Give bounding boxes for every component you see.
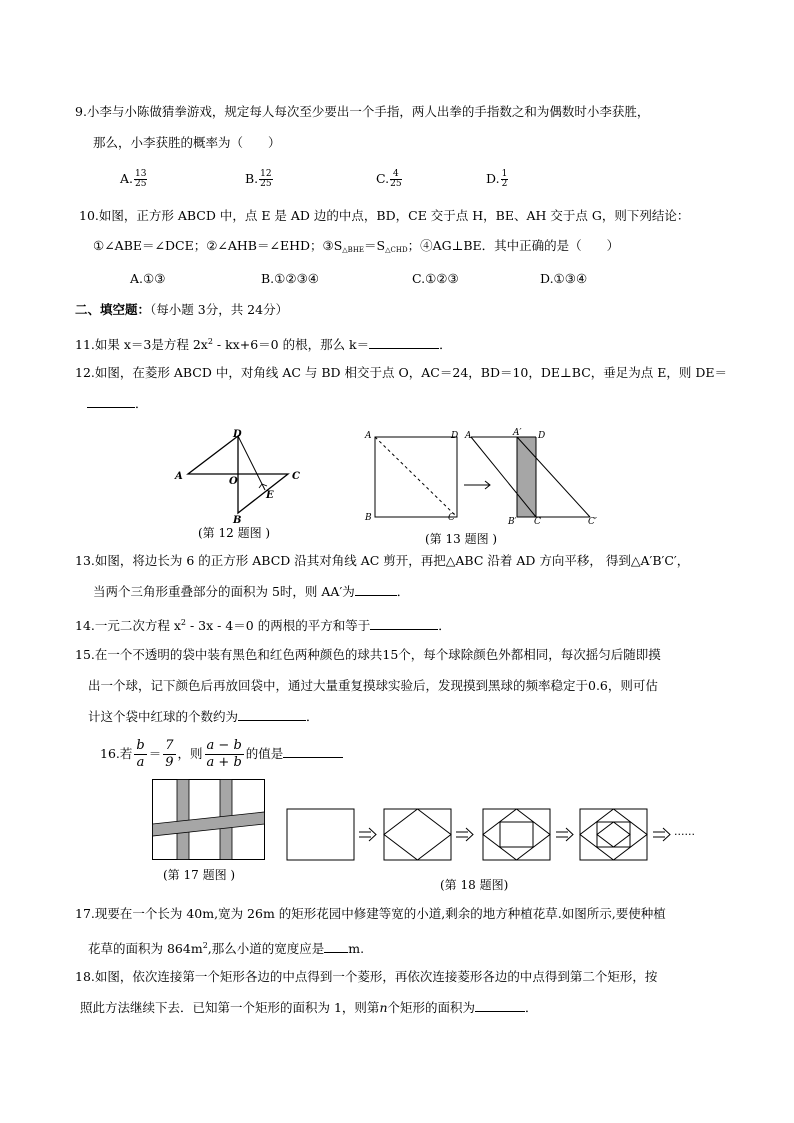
ellipsis: ······ — [674, 828, 695, 841]
q13-line2: 当两个三角形重叠部分的面积为 5时，则 AA′为 ． — [93, 584, 410, 599]
label-e: E — [266, 490, 274, 501]
label-c-prime: C′ — [588, 517, 597, 527]
label-c: C — [448, 513, 455, 523]
label-d: D — [233, 429, 242, 440]
figure-18-nested-shapes — [286, 808, 716, 862]
q9-option-b: B. $\frac{12}{25}$ — [245, 169, 272, 189]
q18-line2: 照此方法继续下去．已知第一个矩形的面积为 1，则第n个矩形的面积为 ． — [80, 1000, 538, 1015]
q12-line1: 12.如图，在菱形 ABCD 中，对角线 AC 与 BD 相交于点 O，AC＝24，BD＝10，DE⊥BC，垂足为点 E，则 DE＝ — [75, 365, 727, 380]
q10-option-a: A.①③ — [130, 271, 166, 286]
label-d: D — [451, 431, 459, 441]
label-a-2: A — [465, 431, 472, 441]
q17-line2: 花草的面积为 $864m^2$,那么小道的宽度应是 m. — [88, 941, 365, 956]
figure-13-square-shift — [360, 428, 610, 528]
q10-option-b: B.①②③④ — [261, 271, 319, 286]
q15-line3: 计这个袋中红球的个数约为 ． — [88, 709, 319, 724]
q17-line1: 17.现要在一个长为 40m,宽为 26m 的矩形花园中修建等宽的小道,剩余的地方种植花草.如图所示,要使种植 — [75, 906, 666, 921]
q12-line2: ． — [87, 395, 148, 413]
q9-option-d: D. $\frac{1}{2}$ — [486, 169, 508, 189]
label-b: B — [365, 513, 372, 523]
label-a: A — [175, 471, 183, 482]
label-o: O — [229, 476, 238, 487]
label-b: B — [233, 515, 242, 526]
arrow-icon — [456, 828, 473, 841]
fig12-caption: (第 12 题图 ) — [198, 526, 271, 540]
fig13-caption: (第 13 题图 ) — [425, 532, 498, 546]
figure-12-rhombus — [170, 428, 310, 526]
label-d-2: D — [538, 431, 546, 441]
q10-option-d: D.①③④ — [540, 271, 588, 286]
q16: 16.若 $\frac{b}{a}$ ＝ $\frac{7}{9}$ ，则 $\frac{a - b}{a + b}$ 的值是 — [100, 736, 343, 772]
q9-line2: 那么，小李获胜的概率为（ ） — [93, 135, 281, 150]
q15-line2: 出一个球，记下颜色后再放回袋中，通过大量重复摸球实验后，发现摸到黑球的频率稳定于0.6，则可估 — [88, 678, 658, 693]
figure-17-garden-paths — [152, 779, 266, 861]
q15-line1: 15.在一个不透明的袋中装有黑色和红色两种颜色的球共15个，每个球除颜色外都相同，每次摇匀后随即摸 — [75, 647, 661, 662]
arrow-icon — [653, 828, 670, 841]
label-b-prime: B′ — [508, 517, 517, 527]
arrow-icon — [359, 828, 376, 841]
q10-option-c: C.①②③ — [412, 271, 459, 286]
fig17-caption: (第 17 题图 ) — [163, 868, 236, 882]
q9-option-a: A. $\frac{13}{25}$ — [120, 169, 147, 189]
q18-line1: 18.如图，依次连接第一个矩形各边的中点得到一个菱形，再依次连接菱形各边的中点得到第二个矩形，按 — [75, 969, 658, 984]
fig18-caption: (第 18 题图) — [440, 878, 509, 892]
q13-line1: 13.如图，将边长为 6 的正方形 ABCD 沿其对角线 AC 剪开，再把△ABC 沿着 AD 方向平移， 得到△A′B′C′， — [75, 553, 690, 568]
label-a-prime: A′ — [513, 428, 522, 438]
q11: 11.如果 x＝3是方程 $2x^2 - kx+6=0$ 的根，那么 k＝ ． — [75, 337, 452, 352]
label-a: A — [365, 431, 372, 441]
section-heading: 二、填空题：（每小题 3分，共 24分） — [75, 302, 289, 317]
q10-line2: ①∠ABE＝∠DCE；②∠AHB＝∠EHD；$③S_{\triangle BHE}=S_{\triangle CHD}$；④AG⊥BE．其中正确的是（ ） — [93, 238, 620, 254]
q9-line1: 9.小李与小陈做猜拳游戏，规定每人每次至少要出一个手指，两人出拳的手指数之和为偶数时小李获胜， — [75, 104, 650, 119]
arrow-icon — [556, 828, 573, 841]
q10-line1: 10.如图，正方形 ABCD 中，点 E 是 AD 边的中点，BD，CE 交于点 H，BE、AH 交于点 G，则下列结论： — [79, 208, 690, 223]
label-c-2: C — [534, 517, 541, 527]
label-c: C — [292, 471, 300, 482]
q14: 14.一元二次方程 $x^2 - 3x - 4=0$ 的两根的平方和等于 ． — [75, 618, 451, 633]
q9-option-c: C. $\frac{4}{25}$ — [376, 169, 402, 189]
